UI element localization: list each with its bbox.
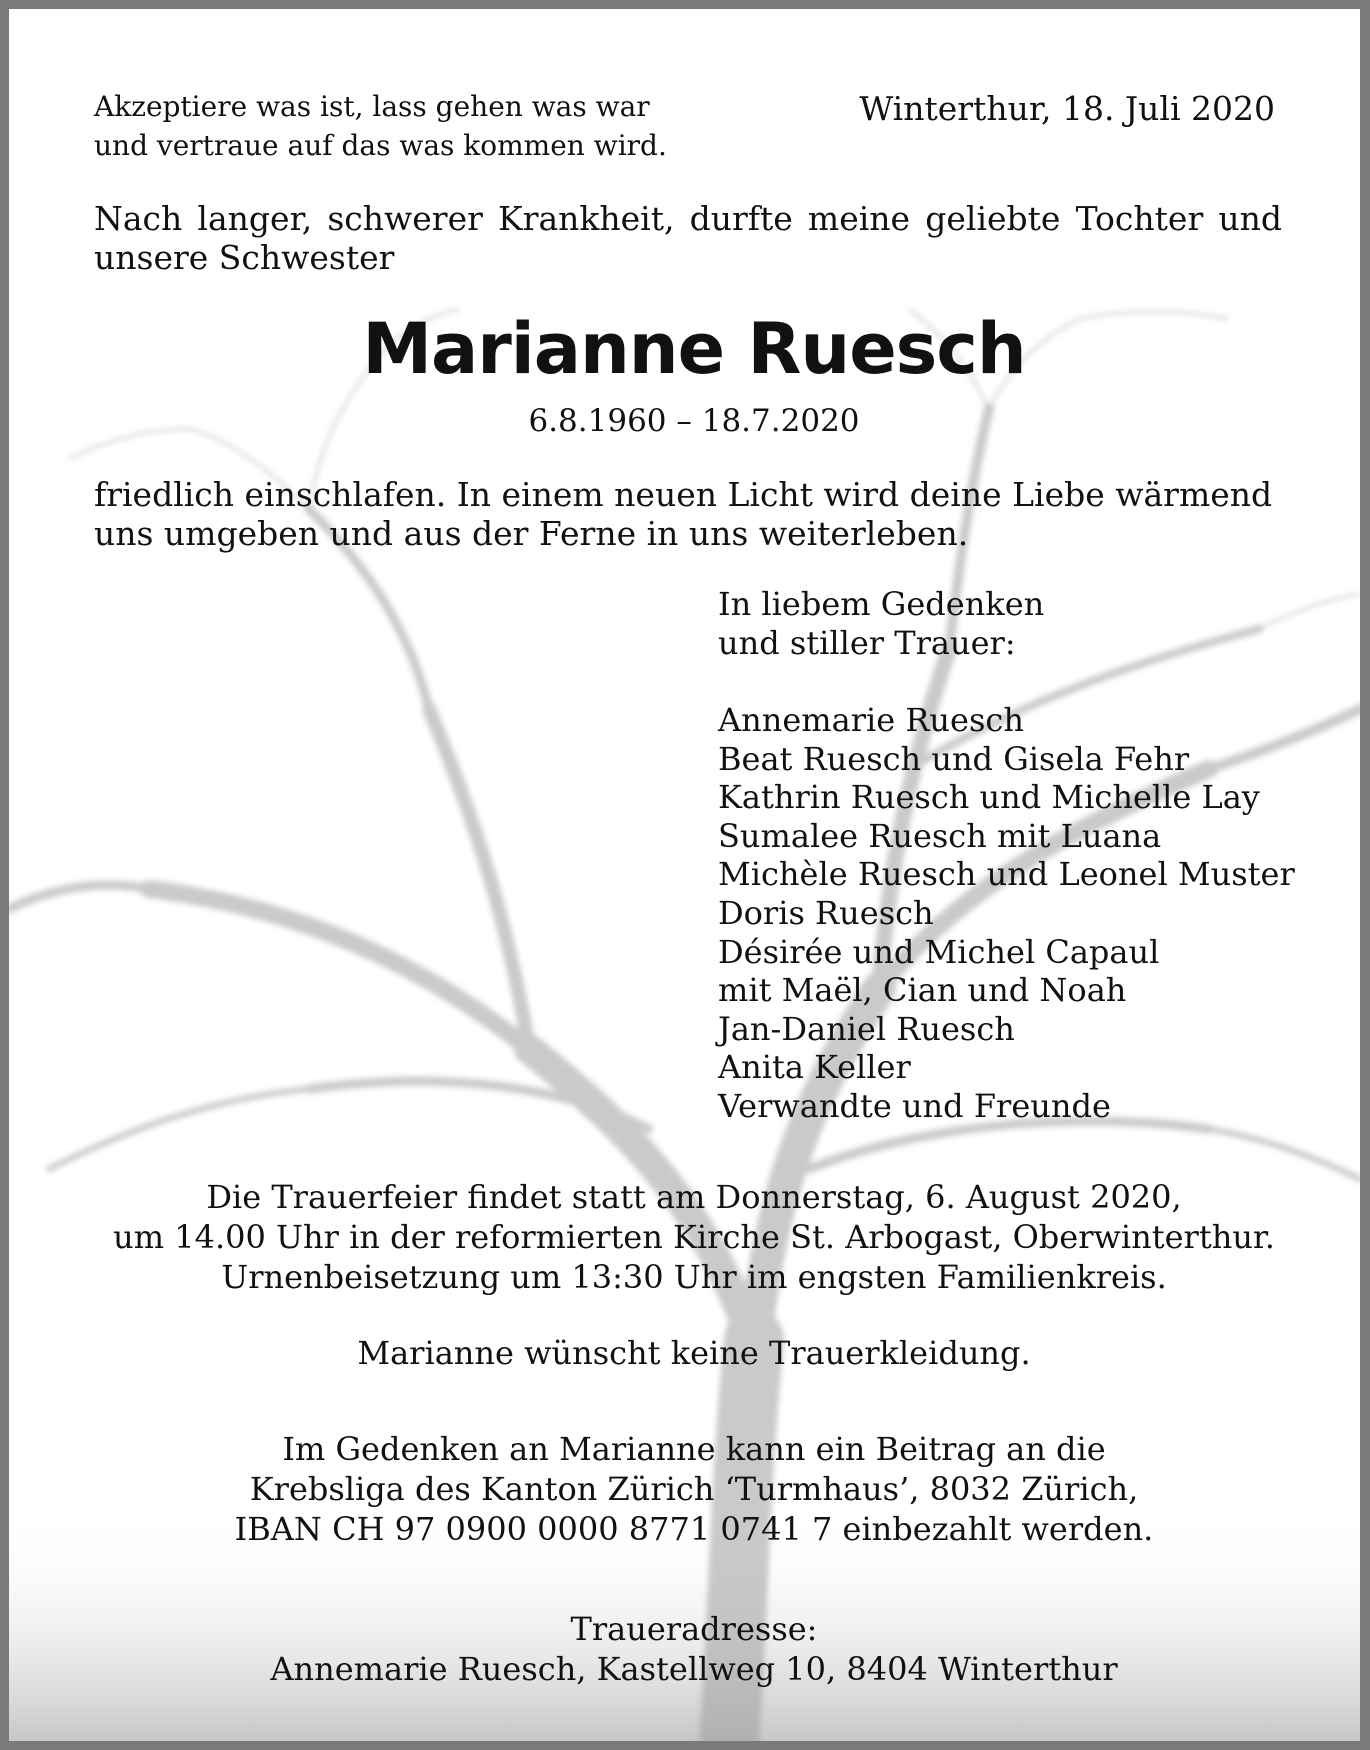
mourning-line: und stiller Trauer: [718, 623, 1016, 662]
mourner-name: mit Maël, Cian und Noah [718, 971, 1127, 1010]
mourner-name: Anita Keller [718, 1048, 911, 1087]
mourning-heading [718, 585, 1044, 662]
mourning-line: In liebem Gedenken [718, 585, 1045, 623]
mourning-address: Annemarie Ruesch, Kastellweg 10, 8404 Winterthur [270, 1650, 1118, 1688]
ceremony-line: Urnenbeisetzung um 13:30 Uhr im engsten Familienkreis. [221, 1258, 1167, 1296]
mourners-list [718, 701, 1295, 1126]
intro-text [94, 199, 1282, 277]
mourner-name: Verwandte und Freunde [718, 1086, 1111, 1125]
mourner-name: Désirée und Michel Capaul [718, 932, 1160, 971]
mourner-name: Doris Ruesch [718, 893, 934, 932]
ceremony-line: um 14.00 Uhr in der reformierten Kirche St. Arbogast, Oberwinterthur. [113, 1218, 1275, 1256]
obituary-notice [9, 9, 1360, 1741]
address-label: Traueradresse: [570, 1610, 818, 1648]
peace-line: friedlich einschlafen. In einem neuen Licht wird deine Liebe wärmend [94, 475, 1273, 514]
ceremony-line: Die Trauerfeier findet statt am Donnerstag, 6. August 2020, [206, 1178, 1182, 1216]
mourner-name: Michèle Ruesch und Leonel Muster [718, 855, 1295, 894]
peace-line: uns umgeben und aus der Ferne in uns weiterleben. [94, 514, 969, 553]
donation-line: IBAN CH 97 0900 0000 8771 0741 7 einbezahlt werden. [234, 1510, 1154, 1548]
ceremony-info [9, 1177, 1360, 1297]
dress-note: Marianne wünscht keine Trauerkleidung. [357, 1334, 1031, 1372]
donation-line: Im Gedenken an Marianne kann ein Beitrag an die [282, 1430, 1106, 1468]
motto-quote [94, 87, 667, 165]
deceased-name: Marianne Ruesch [362, 308, 1026, 390]
intro-line: Nach langer, schwerer Krankheit, durfte meine geliebte Tochter und [94, 199, 1282, 238]
life-dates: 6.8.1960 – 18.7.2020 [528, 403, 860, 439]
peace-text [94, 475, 1272, 553]
motto-line: Akzeptiere was ist, lass gehen was war [94, 90, 650, 123]
mourner-name: Sumalee Ruesch mit Luana [718, 816, 1162, 855]
mourner-name: Jan-Daniel Ruesch [718, 1009, 1015, 1048]
mourner-name: Beat Ruesch und Gisela Fehr [718, 739, 1190, 778]
mourner-name: Kathrin Ruesch und Michelle Lay [718, 778, 1260, 817]
donation-info [9, 1429, 1360, 1549]
place-date: Winterthur, 18. Juli 2020 [859, 89, 1275, 128]
motto-line: und vertraue auf das was kommen wird. [94, 129, 667, 162]
mourner-name: Annemarie Ruesch [718, 701, 1024, 739]
intro-line: unsere Schwester [94, 238, 395, 277]
donation-line: Krebsliga des Kanton Zürich ‘Turmhaus’, 8032 Zürich, [249, 1470, 1139, 1508]
